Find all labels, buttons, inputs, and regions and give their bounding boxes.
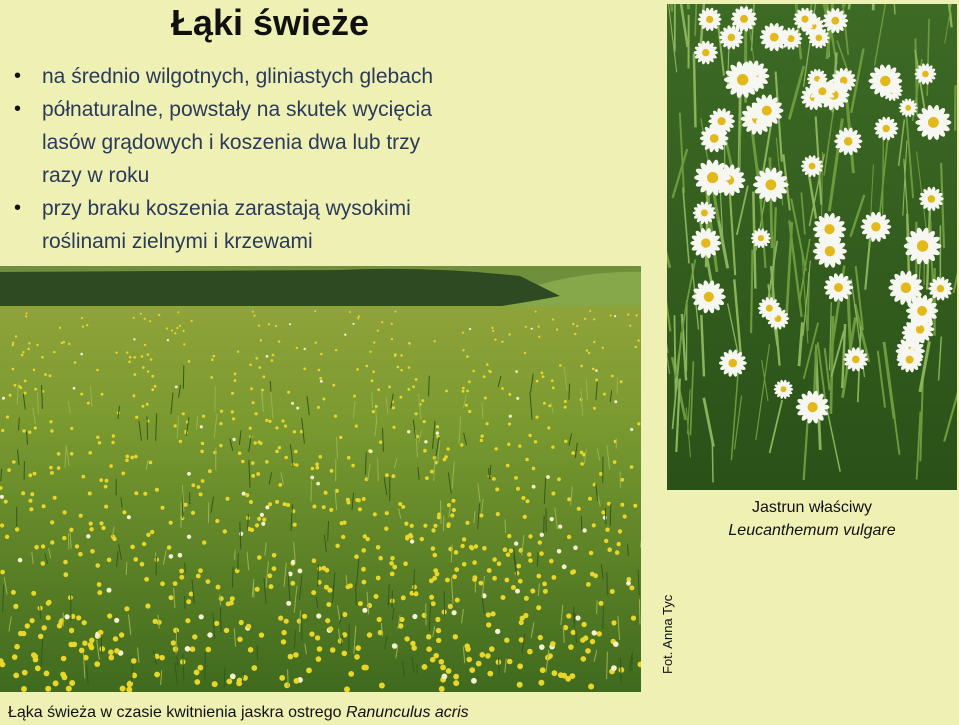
bullet-line: roślinami zielnymi i krzewami [42,230,313,253]
bullet-line: przy braku koszenia zarastają wysokimi [42,197,411,220]
bullet-line: razy w roku [42,164,150,187]
meadow-caption-latin: Ranunculus acris [345,704,469,721]
daisy-photo [667,4,957,490]
photo-credit: Fot. Anna Tyc [660,594,675,674]
bullet-dot-icon: • [14,65,22,87]
bullet-item [14,93,534,192]
bullet-line: półnaturalne, powstały na skutek wycięcia [42,98,432,121]
bullet-item [14,60,534,93]
meadow-caption [8,704,469,722]
meadow-caption-text: Łąka świeża w czasie kwitnienia jaskra ostrego [8,704,342,721]
slide-title: Łąki świeże [170,2,370,43]
bullet-item [14,192,534,258]
bullet-line: na średnio wilgotnych, gliniastych glebach [42,65,434,88]
bullet-dot-icon: • [14,98,22,120]
meadow-photo [0,266,641,692]
daisy-common-name: Jastrun właściwy [751,499,873,516]
daisy-caption [667,496,957,542]
daisy-latin-name: Leucanthemum vulgare [728,522,896,539]
bullet-dot-icon: • [14,197,22,219]
bullet-line: lasów grądowych i koszenia dwa lub trzy [42,131,421,154]
bullet-list [14,60,534,258]
